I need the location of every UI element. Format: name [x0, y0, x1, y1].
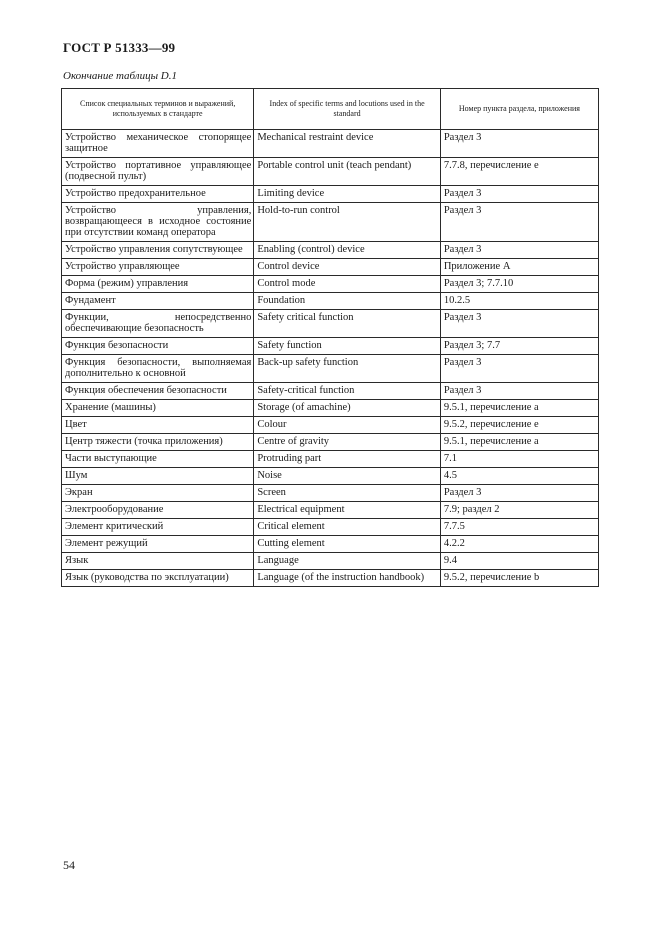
- table-row: [62, 338, 599, 355]
- reference-cell: 9.5.2, перечисление b: [440, 570, 598, 587]
- table-row: [62, 186, 599, 203]
- table-row: [62, 355, 599, 383]
- term-ru-cell: Элемент критический: [62, 519, 254, 536]
- term-en-cell: Critical element: [254, 519, 441, 536]
- term-ru-cell: Функция безопасности: [62, 338, 254, 355]
- table-row: [62, 400, 599, 417]
- reference-cell: 9.5.1, перечисление а: [440, 434, 598, 451]
- reference-cell: Приложение А: [440, 259, 598, 276]
- term-en-cell: Language: [254, 553, 441, 570]
- term-ru-cell: Части выступающие: [62, 451, 254, 468]
- term-en-cell: Enabling (control) device: [254, 242, 441, 259]
- reference-cell: Раздел 3: [440, 383, 598, 400]
- table-row: [62, 502, 599, 519]
- term-en-cell: Back-up safety function: [254, 355, 441, 383]
- reference-cell: 9.5.2, перечисление е: [440, 417, 598, 434]
- term-en-cell: Language (of the instruction handbook): [254, 570, 441, 587]
- term-en-cell: Control device: [254, 259, 441, 276]
- table-body: [62, 130, 599, 587]
- term-ru-cell: Устройство управления, возвращающееся в исходное состояние при отсутствии команд оператора: [62, 203, 254, 242]
- table-row: [62, 417, 599, 434]
- reference-cell: Раздел 3: [440, 355, 598, 383]
- reference-cell: 9.5.1, перечисление а: [440, 400, 598, 417]
- term-en-cell: Limiting device: [254, 186, 441, 203]
- table-row: [62, 203, 599, 242]
- term-ru-cell: Язык (руководства по эксплуатации): [62, 570, 254, 587]
- term-en-cell: Control mode: [254, 276, 441, 293]
- terms-table: [61, 88, 599, 587]
- table-row: [62, 451, 599, 468]
- reference-cell: 7.1: [440, 451, 598, 468]
- reference-cell: 7.7.8, перечисление е: [440, 158, 598, 186]
- term-ru-cell: Экран: [62, 485, 254, 502]
- reference-cell: 4.5: [440, 468, 598, 485]
- table-row: [62, 570, 599, 587]
- term-ru-cell: Устройство портативное управляющее (подвесной пульт): [62, 158, 254, 186]
- term-ru-cell: Электрооборудование: [62, 502, 254, 519]
- table-row: [62, 383, 599, 400]
- term-en-cell: Noise: [254, 468, 441, 485]
- term-ru-cell: Функция обеспечения безопасности: [62, 383, 254, 400]
- term-en-cell: Safety-critical function: [254, 383, 441, 400]
- document-header: ГОСТ Р 51333—99: [63, 40, 176, 55]
- reference-cell: Раздел 3: [440, 485, 598, 502]
- table-row: [62, 293, 599, 310]
- term-ru-cell: Функции, непосредственно обеспечивающие безопасность: [62, 310, 254, 338]
- column-header-ru-terms: Список специальных терминов и выражений, используемых в стандарте: [62, 89, 254, 130]
- term-ru-cell: Форма (режим) управления: [62, 276, 254, 293]
- term-en-cell: Cutting element: [254, 536, 441, 553]
- term-en-cell: Centre of gravity: [254, 434, 441, 451]
- page-number: 54: [63, 858, 75, 872]
- column-header-reference: Номер пункта раздела, приложения: [440, 89, 598, 130]
- table-caption: Окончание таблицы D.1: [63, 70, 177, 82]
- reference-cell: 9.4: [440, 553, 598, 570]
- term-en-cell: Protruding part: [254, 451, 441, 468]
- reference-cell: 10.2.5: [440, 293, 598, 310]
- term-en-cell: Mechanical restraint device: [254, 130, 441, 158]
- term-ru-cell: Фундамент: [62, 293, 254, 310]
- table-row: [62, 259, 599, 276]
- term-en-cell: Safety function: [254, 338, 441, 355]
- term-en-cell: Colour: [254, 417, 441, 434]
- term-ru-cell: Цвет: [62, 417, 254, 434]
- term-ru-cell: Центр тяжести (точка приложения): [62, 434, 254, 451]
- term-ru-cell: Устройство механическое стопорящее защитное: [62, 130, 254, 158]
- table-row: [62, 536, 599, 553]
- table-row: [62, 310, 599, 338]
- table-row: [62, 553, 599, 570]
- table-row: [62, 276, 599, 293]
- table-row: [62, 468, 599, 485]
- term-ru-cell: Элемент режущий: [62, 536, 254, 553]
- reference-cell: Раздел 3; 7.7.10: [440, 276, 598, 293]
- term-en-cell: Safety critical function: [254, 310, 441, 338]
- reference-cell: 7.7.5: [440, 519, 598, 536]
- reference-cell: Раздел 3: [440, 130, 598, 158]
- table-row: [62, 485, 599, 502]
- term-ru-cell: Устройство управляющее: [62, 259, 254, 276]
- term-ru-cell: Устройство управления сопутствующее: [62, 242, 254, 259]
- reference-cell: 7.9; раздел 2: [440, 502, 598, 519]
- term-en-cell: Portable control unit (teach pendant): [254, 158, 441, 186]
- table-row: [62, 434, 599, 451]
- term-en-cell: Foundation: [254, 293, 441, 310]
- table-header-row: [62, 89, 599, 130]
- table-row: [62, 242, 599, 259]
- term-en-cell: Electrical equipment: [254, 502, 441, 519]
- term-ru-cell: Хранение (машины): [62, 400, 254, 417]
- term-ru-cell: Язык: [62, 553, 254, 570]
- term-ru-cell: Функция безопасности, выполняемая дополнительно к основной: [62, 355, 254, 383]
- table-row: [62, 130, 599, 158]
- term-en-cell: Screen: [254, 485, 441, 502]
- column-header-en-terms: Index of specific terms and locutions used in the standard: [254, 89, 441, 130]
- reference-cell: Раздел 3: [440, 310, 598, 338]
- reference-cell: Раздел 3; 7.7: [440, 338, 598, 355]
- term-en-cell: Hold-to-run control: [254, 203, 441, 242]
- reference-cell: Раздел 3: [440, 186, 598, 203]
- reference-cell: Раздел 3: [440, 242, 598, 259]
- term-en-cell: Storage (of amachine): [254, 400, 441, 417]
- reference-cell: Раздел 3: [440, 203, 598, 242]
- table-row: [62, 158, 599, 186]
- table-row: [62, 519, 599, 536]
- term-ru-cell: Устройство предохранительное: [62, 186, 254, 203]
- reference-cell: 4.2.2: [440, 536, 598, 553]
- term-ru-cell: Шум: [62, 468, 254, 485]
